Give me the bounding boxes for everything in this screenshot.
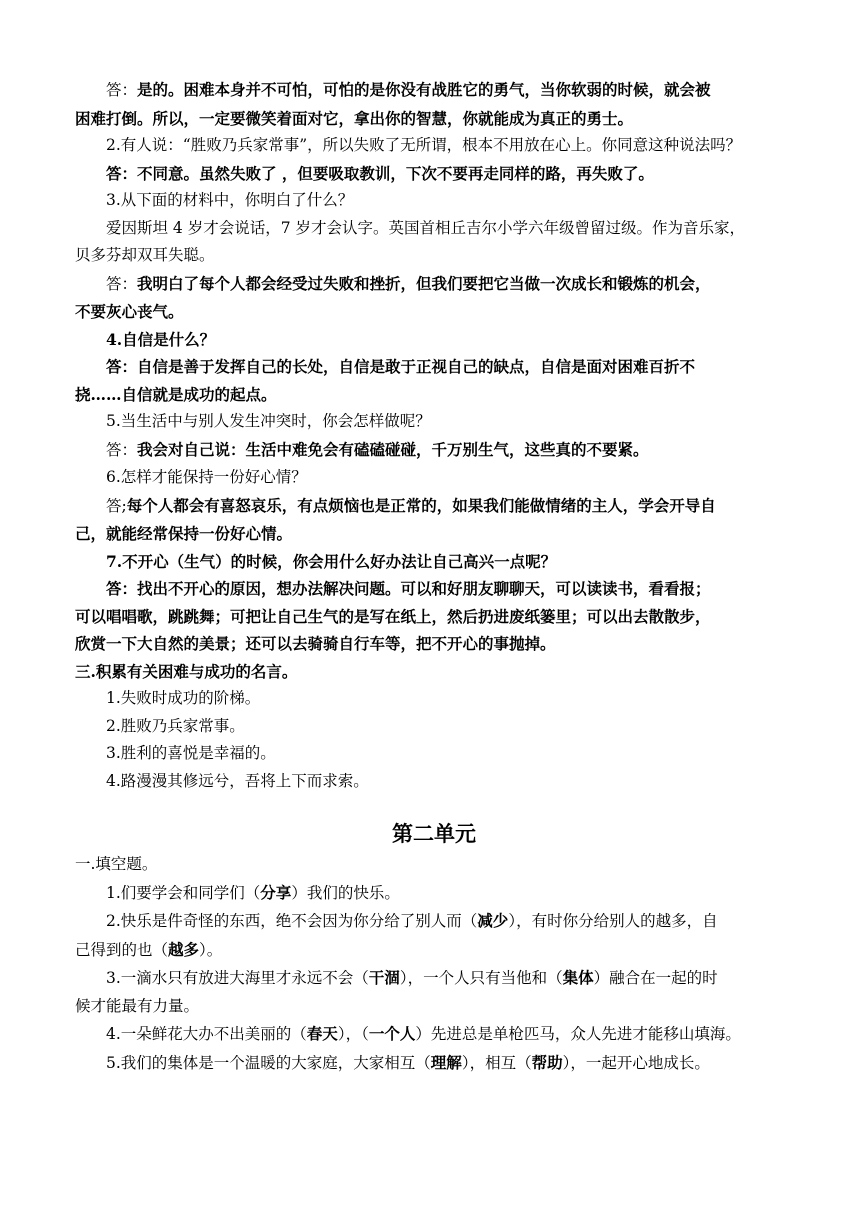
- fill-blank-1: [75, 879, 793, 908]
- question-4: 4.自信是什么？: [106, 329, 216, 349]
- answer-4-line-2: 挠……自信就是成功的起点。: [75, 384, 277, 404]
- blank-text: ）我们的快乐。: [291, 883, 400, 902]
- blank-answer: 减少: [477, 911, 509, 930]
- blank-answer: 帮助: [531, 1052, 563, 1072]
- quote-item: 4.路漫漫其修远兮，吾将上下而求索。: [106, 771, 369, 790]
- blank-text: 2.快乐是件奇怪的东西，绝不会因为你分给了别人而（: [106, 912, 478, 930]
- fill-blank-2-line-2: [75, 936, 793, 965]
- blank-answer: 一个人: [368, 1024, 416, 1043]
- unit-2-title: 第二单元: [392, 821, 476, 846]
- blank-answer: 集体: [562, 968, 594, 987]
- blank-text: ），一个人只有当他和（: [399, 969, 563, 987]
- answer-7-line-2: 可以唱唱歌，跳跳舞；可把让自己生气的是写在纸上，然后扔进废纸篓里；可以出去散散步，: [75, 606, 711, 626]
- answer-4-line-1: 答：自信是善于发挥自己的长处，自信是敢于正视自己的缺点，自信是面对困难百折不: [106, 357, 696, 376]
- blank-answer: 越多: [168, 939, 200, 959]
- blank-text: 1.们要学会和同学们（: [106, 883, 261, 902]
- answer-3-line-1: [75, 270, 793, 299]
- answer-6-line-1: [75, 492, 793, 521]
- fill-blank-3-line-2: 候才能最有力量。: [75, 996, 200, 1015]
- blank-text: ）先进总是单枪匹马，众人先进才能移山填海。: [415, 1025, 741, 1043]
- blank-text: ）融合在一起的时: [593, 969, 718, 987]
- fill-blank-4: [75, 1020, 793, 1049]
- answer-text: 每个人都会有喜怒哀乐，有点烦恼也是正常的，如果我们能做情绪的主人，学会开导自: [126, 495, 716, 515]
- answer-text: 我会对自己说：生活中难免会有磕磕碰碰，千万别生气，这些真的不要紧。: [137, 439, 649, 459]
- answer-1-line-2: 困难打倒。所以，一定要微笑着面对它，拿出你的智慧，你就能成为真正的勇士。: [75, 108, 634, 128]
- answer-text: 我明白了每个人都会经受过失败和挫折，但我们要把它当做一次成长和锻炼的机会，: [137, 273, 711, 293]
- answer-prefix: 答：: [106, 81, 138, 99]
- section-3-heading: 三.积累有关困难与成功的名言。: [75, 661, 298, 681]
- question-5: 5.当生活中与别人发生冲突时，你会怎样做呢？: [106, 412, 431, 430]
- answer-text: 是的。困难本身并不可怕，可怕的是你没有战胜它的勇气，当你软弱的时候，就会被: [137, 80, 711, 99]
- blank-answer: 干涸: [368, 968, 400, 987]
- blank-answer: 春天: [306, 1024, 338, 1043]
- quote-item: 1.失败时成功的阶梯。: [106, 689, 261, 707]
- blank-text: ）。: [199, 940, 223, 959]
- question-2: 2.有人说：“胜败乃兵家常事”，所以失败了无所谓，根本不用放在心上。你同意这种说法吗？: [106, 136, 742, 154]
- answer-prefix: 答：: [106, 274, 138, 293]
- answer-prefix: 答;: [106, 496, 127, 515]
- quote-item: 2.胜败乃兵家常事。: [106, 716, 245, 735]
- question-6: 6.怎样才能保持一份好心情？: [106, 468, 307, 486]
- material-3-line-1: 爱因斯坦 4 岁才会说话，7 岁才会认字。英国首相丘吉尔小学六年级曾留过级。作为音乐家，: [106, 218, 746, 237]
- answer-6-line-2: 己，就能经常保持一份好心情。: [75, 524, 293, 543]
- fill-blank-5: [75, 1049, 793, 1078]
- answer-1-line-1: [75, 76, 793, 105]
- fill-blank-2-line-1: [75, 907, 793, 936]
- material-3-line-2: 贝多芬却双耳失聪。: [75, 246, 215, 264]
- quote-item: 3.胜利的喜悦是幸福的。: [106, 744, 276, 762]
- section-1-heading: 一.填空题。: [75, 855, 158, 873]
- blank-answer: 分享: [260, 882, 292, 902]
- answer-7-line-3: 欣赏一下大自然的美景；还可以去骑骑自行车等，把不开心的事抛掉。: [75, 634, 556, 653]
- blank-text: ），有时你分给别人的越多，自: [508, 912, 718, 930]
- answer-prefix: 答：: [106, 440, 138, 459]
- blank-text: 3.一滴水只有放进大海里才永远不会（: [106, 969, 369, 987]
- blank-text: ），相互（: [461, 1053, 532, 1072]
- answer-3-line-2: 不要灰心丧气。: [75, 302, 184, 321]
- answer-5: [75, 436, 793, 465]
- blank-text: 己得到的也（: [75, 940, 169, 959]
- blank-text: 5.我们的集体是一个温暖的大家庭，大家相互（: [106, 1053, 431, 1072]
- fill-blank-3-line-1: [75, 964, 793, 993]
- document-page: [75, 76, 793, 1077]
- blank-text: 4.一朵鲜花大办不出美丽的（: [106, 1025, 307, 1043]
- blank-text: ），（: [337, 1025, 369, 1043]
- blank-answer: 理解: [430, 1052, 462, 1072]
- question-3: 3.从下面的材料中，你明白了什么？: [106, 191, 354, 209]
- question-7: 7.不开心（生气）的时候，你会用什么好办法让自己高兴一点呢？: [106, 551, 557, 571]
- answer-7-line-1: 答：找出不开心的原因，想办法解决问题。可以和好朋友聊聊天，可以读读书，看看报；: [106, 579, 711, 598]
- blank-text: ），一起开心地成长。: [562, 1053, 710, 1072]
- answer-2: 答：不同意。虽然失败了 ，但要吸取教训，下次不要再走同样的路，再失败了。: [106, 163, 654, 183]
